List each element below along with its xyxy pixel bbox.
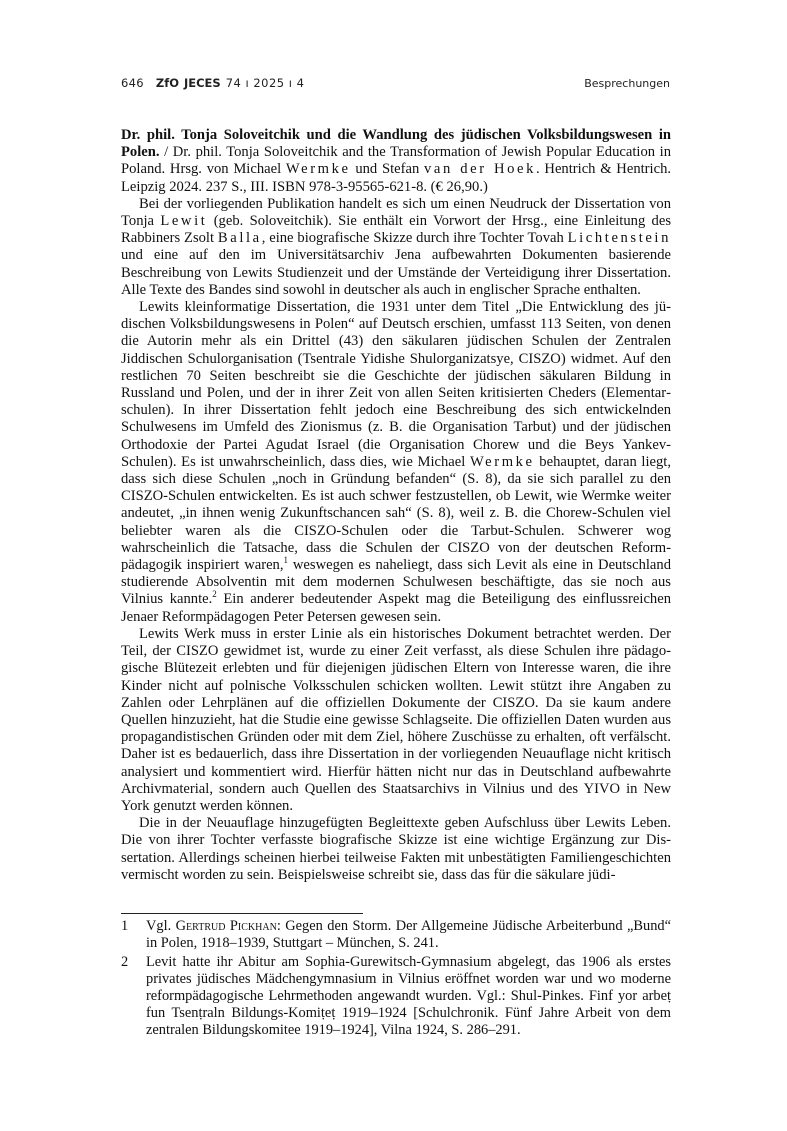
person-name: Lewit: [160, 213, 208, 230]
paragraph-1: [121, 196, 671, 299]
footnote-ref[interactable]: 1: [283, 555, 289, 566]
journal-abbreviation: ZfO: [155, 76, 179, 90]
footnote: [121, 954, 671, 1039]
review-title-bold: Dr. phil. Tonja Soloveitchik und die Wandlung des jüdischen Volksbildungswesen in Polen.: [121, 127, 671, 161]
paragraph-text: weswegen es naheliegt, dass sich Levit als eine in Deutschland studierende Absolventin mit dem modernen Schulwesen beschäftigte, das sie noch aus Vilnius kannte.: [121, 557, 671, 608]
section-title: Besprechungen: [584, 76, 670, 90]
footnote-divider: [121, 913, 363, 914]
publication-info: . Hentrich & Hentrich. Leipzig 2024. 237 S., III. ISBN 978-3-95565-621-8. (€ 26,90.): [121, 161, 672, 195]
person-name: Wermke: [469, 453, 535, 470]
paragraph-text: Bei der vorliegenden Publikation handelt es sich um einen Neudruck der Dissertation von Tonja: [121, 195, 671, 230]
paragraph-text: Lewits kleinformatige Dissertation, die 1931 unter dem Titel „Die Entwicklung des jüdischen Volksbildungswesens in Polen“ auf Deutsch erschien, umfasst 113 Seiten, von denen die Autorin mehr als ein Drittel (43) den säkularen jüdischen Schulen der Zentralen Jiddischen Schulorganisation (Tsentrale Yidishe Shulorganizatsye, CISZO) widmet. Auf den restlichen 70 Seiten beschreibt sie die Geschichte der jüdischen säkularen Bildung in Russland und Polen, und der in ihrer Zeit von allen Seiten kritisierten Cheders (Elementarschulen). In ihrer Dissertation fehlt jedoch eine Beschreibung des sich entwickelnden Schulwesens im Umfeld des Zionismus (z. B. die Organisation Tarbut) und der jüdischen Orthodoxie der Partei Agudat Israel (die Organisation Chorew und die Beys Yankev-Schulen). Es ist unwahrscheinlich, dass dies, wie Michael: [121, 299, 671, 470]
footnote-number: 1: [121, 918, 129, 934]
journal-code: JECES: [183, 76, 221, 90]
paragraph-3: Lewits Werk muss in erster Linie als ein historisches Dokument betrachtet werden. Der Teil, der CISZO gewidmet ist, wurde zu einer Zeit verfasst, als diese Schulen ihre pädagogische Blütezeit erlebten und für diejenigen jüdischen Eltern von Interesse waren, die ihre Kinder nicht auf polnische Volksschulen schicken wollten. Lewit stützt ihre Angaben zu Zahlen oder Lehrplänen auf die offiziellen Dokumente der CISZO. Da sie kaum andere Quellen hinzuzieht, hat die Studie eine gewisse Schlagseite. Die offiziellen Daten wurden aus propagandistischen Gründen oder mit dem Ziel, höhere Zuschüsse zu erhalten, oft verfälscht. Daher ist es bedauerlich, dass ihre Dissertation in der vorliegenden Neuauflage nicht kritisch analysiert und kommentiert wird. Hierfür hätten nicht nur das in Deutschland aufbewahrte Archivmaterial, sondern auch Quellen des Staatsarchivs in Vilnius und des YIVO in New York genutzt werden können.: [121, 625, 671, 814]
footnote: [121, 918, 671, 952]
review-body: [121, 127, 671, 884]
review-title-en: / Dr. phil. Tonja Soloveitchik and the Transformation of Jewish Popular Education in Poland. Hrsg. von Michael: [121, 144, 671, 178]
paragraph-2: [121, 299, 671, 626]
page-number: 646: [121, 76, 144, 90]
footnotes: [121, 918, 671, 1041]
paragraph-text: , eine biografische Skizze durch ihre Tochter Tovah: [261, 230, 568, 247]
cited-author: Gertrud Pickhan: [175, 918, 277, 934]
footnote-ref[interactable]: 2: [212, 589, 217, 600]
volume-issue: 74 ı 2025 ı 4: [225, 76, 305, 90]
review-heading: [121, 127, 671, 196]
footnote-number: 2: [121, 954, 129, 970]
paragraph-text: Ein anderer bedeutender Aspekt mag die Beteiligung des einflussreichen Jenaer Reformpädagogen Peter Petersen gewesen sein.: [121, 591, 671, 625]
editor-name: Wermke: [285, 161, 351, 178]
review-title-between: und Stefan: [350, 161, 424, 178]
footnote-text: [146, 918, 671, 952]
paragraph-4: Die in der Neuauflage hinzugefügten Begleittexte geben Aufschluss über Lewits Leben. Die von ihrer Tochter verfasste biografische Skizze ist eine wichtige Ergänzung zur Dissertation. Allerdings scheinen hierbei teilweise Fakten mit unbestätigten Familiengeschichten vermischt worden zu sein. Beispielsweise schreibt sie, dass das für die säkulare jüdi-: [121, 815, 671, 883]
person-name: Lichtenstein: [567, 230, 671, 247]
paragraph-text: behauptet, daran liegt, dass sich diese Schulen „noch in Gründung befanden“ (S. 8), da sie sich parallel zu den CISZO-Schulen entwickelten. Es ist auch schwer festzustellen, ob Lewit, wie Wermke weiter andeutet, „in ihnen wenig Zukunftschancen sah“ (S. 8), weil z. B. die Chorew-Schulen viel beliebter waren als die CISZO-Schulen oder die Tarbut-Schulen. Schwerer wog wahrscheinlich die Tatsache, dass die Schulen der CISZO von der deutschen Reformpädagogik inspiriert waren,: [121, 453, 671, 574]
person-name: Balla: [217, 230, 262, 247]
footnote-citation: : Gegen den Storm. Der Allgemeine Jüdische Arbeiterbund „Bund“ in Polen, 1918–1939, Stuttgart – München, S. 241.: [146, 918, 671, 951]
paragraph-text: und eine auf den im Universitätsarchiv Jena aufbewahrten Dokumenten basierende Beschreibung von Lewits Studienzeit und der Umstände der Verteidigung ihrer Dissertation. Alle Texte des Bandes sind sowohl in deutscher als auch in englischer Sprache enthalten.: [121, 247, 671, 298]
footnote-prefix: Vgl.: [146, 918, 176, 934]
editor-name: van der Hoek: [424, 161, 537, 178]
footnote-text: Levit hatte ihr Abitur am Sophia-Gurewitsch-Gymnasium abgelegt, das 1906 als erstes privates jüdisches Mädchengymnasium in Vilnius eröffnet worden war und wo moderne reformpädagogische Lehrmethoden angewandt wurden. Vgl.: Shul-Pinkes. Finf yor arbeṭ fun Tsenṭraln Bildungs-Komiṭeṭ 1919–1924 [Schulchronik. Fünf Jahre Arbeit von dem zentralen Bildungskomitee 1919–1924], Vilna 1924, S. 286–291.: [146, 954, 671, 1038]
running-header: [121, 74, 670, 92]
paragraph-text: (geb. Soloveitchik). Sie enthält ein Vorwort der Hrsg., eine Einleitung des Rabbiners Zsolt: [121, 213, 672, 247]
